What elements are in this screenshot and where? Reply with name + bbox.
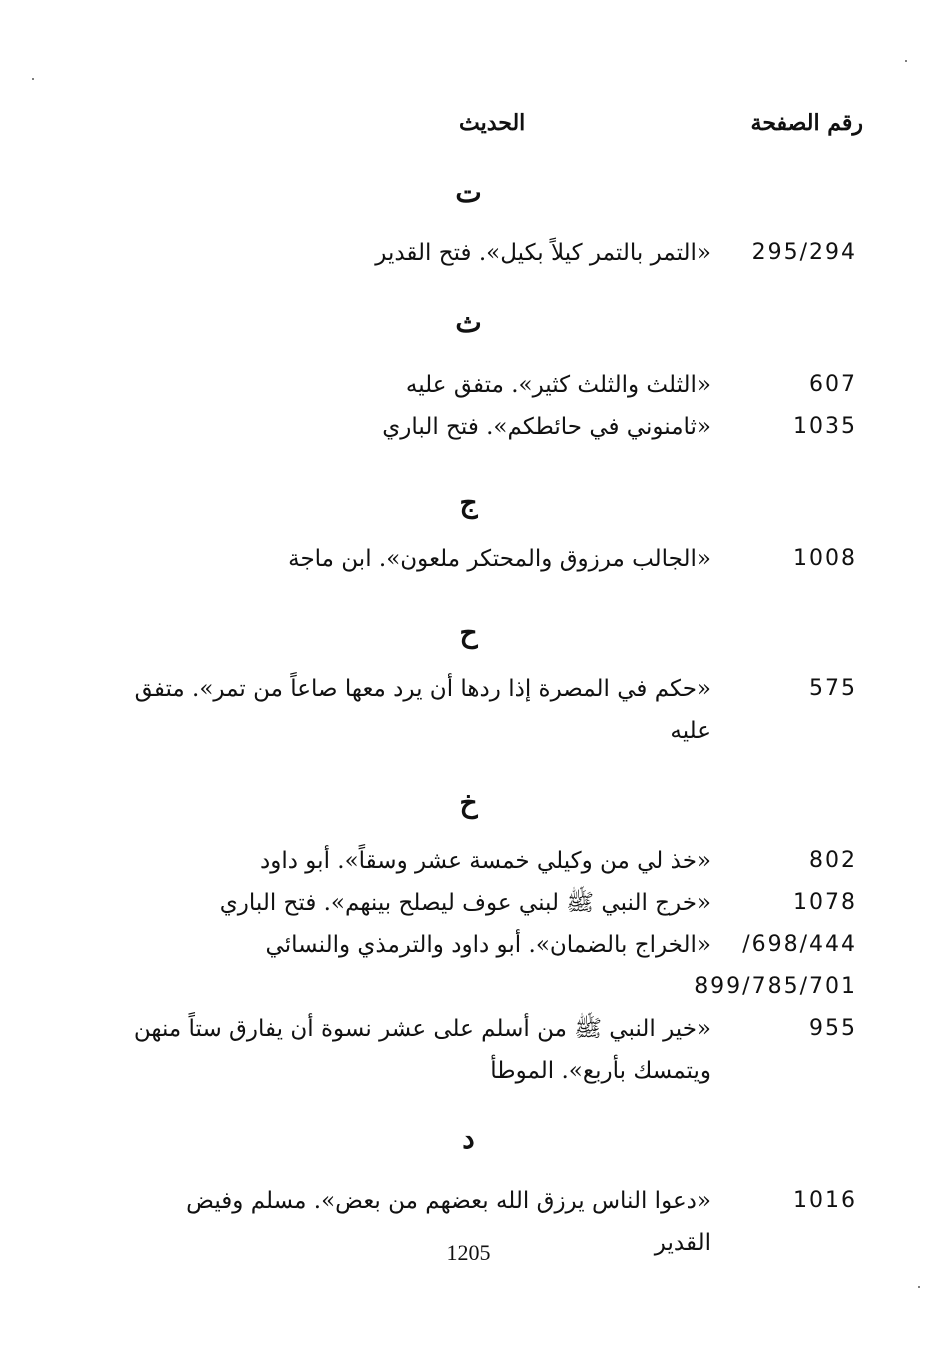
entry-hadith-text: «الخراج بالضمان». أبو داود والترمذي والنسائي	[265, 932, 711, 958]
scan-speck	[905, 60, 907, 62]
entry-hadith-text: «خير النبي ﷺ من أسلم على عشر نسوة أن يفارق ستاً منهن ويتمسك بأربع». الموطأ	[133, 1016, 711, 1084]
section-letter: خ	[459, 786, 478, 819]
entry-page-number: 575	[809, 676, 857, 701]
entry-hadith-text: «حكم في المصرة إذا ردها أن يرد معها صاعاً من تمر». متفق عليه	[134, 676, 711, 744]
scan-speck	[918, 1286, 920, 1288]
entry-hadith-text: «خرج النبي ﷺ لبني عوف ليصلح بينهم». فتح الباري	[219, 890, 711, 916]
entry-page-number: 955	[809, 1016, 857, 1041]
hadith-column-header: الحديث	[459, 110, 526, 136]
entry-hadith-text: «خذ لي من وكيلي خمسة عشر وسقاً». أبو داود	[260, 848, 711, 874]
entry-page-number: 1078	[793, 890, 857, 915]
scan-speck	[32, 78, 34, 80]
entry-page-number: 1008	[793, 546, 857, 571]
page-number: 1205	[446, 1240, 491, 1265]
entry-page-number: 802	[809, 848, 857, 873]
entry-page-number: 295/294	[751, 240, 857, 265]
entry-hadith-text: «دعوا الناس يرزق الله بعضهم من بعض». مسلم وفيض القدير	[186, 1188, 711, 1256]
section-letter: ث	[455, 306, 482, 339]
section-letter: ج	[459, 486, 478, 519]
entry-page-number: 607	[809, 372, 857, 397]
page-number-column-header: رقم الصفحة	[750, 110, 863, 136]
entry-page-number: 1016	[793, 1188, 857, 1213]
entry-page-number-continued: 899/785/701	[694, 974, 857, 999]
entry-hadith-text: «الجالب مرزوق والمحتكر ملعون». ابن ماجة	[288, 546, 711, 572]
entry-page-number: 1035	[793, 414, 857, 439]
section-letter: ح	[459, 616, 478, 649]
section-letter: د	[462, 1122, 475, 1155]
entry-hadith-text: «الثلث والثلث كثير». متفق عليه	[405, 372, 711, 398]
section-letter: ت	[455, 176, 482, 209]
entry-hadith-text: «ثامنوني في حائطكم». فتح الباري	[382, 414, 711, 440]
entry-page-number: /698/444	[742, 932, 857, 957]
entry-hadith-text: «التمر بالتمر كيلاً بكيل». فتح القدير	[375, 240, 711, 266]
